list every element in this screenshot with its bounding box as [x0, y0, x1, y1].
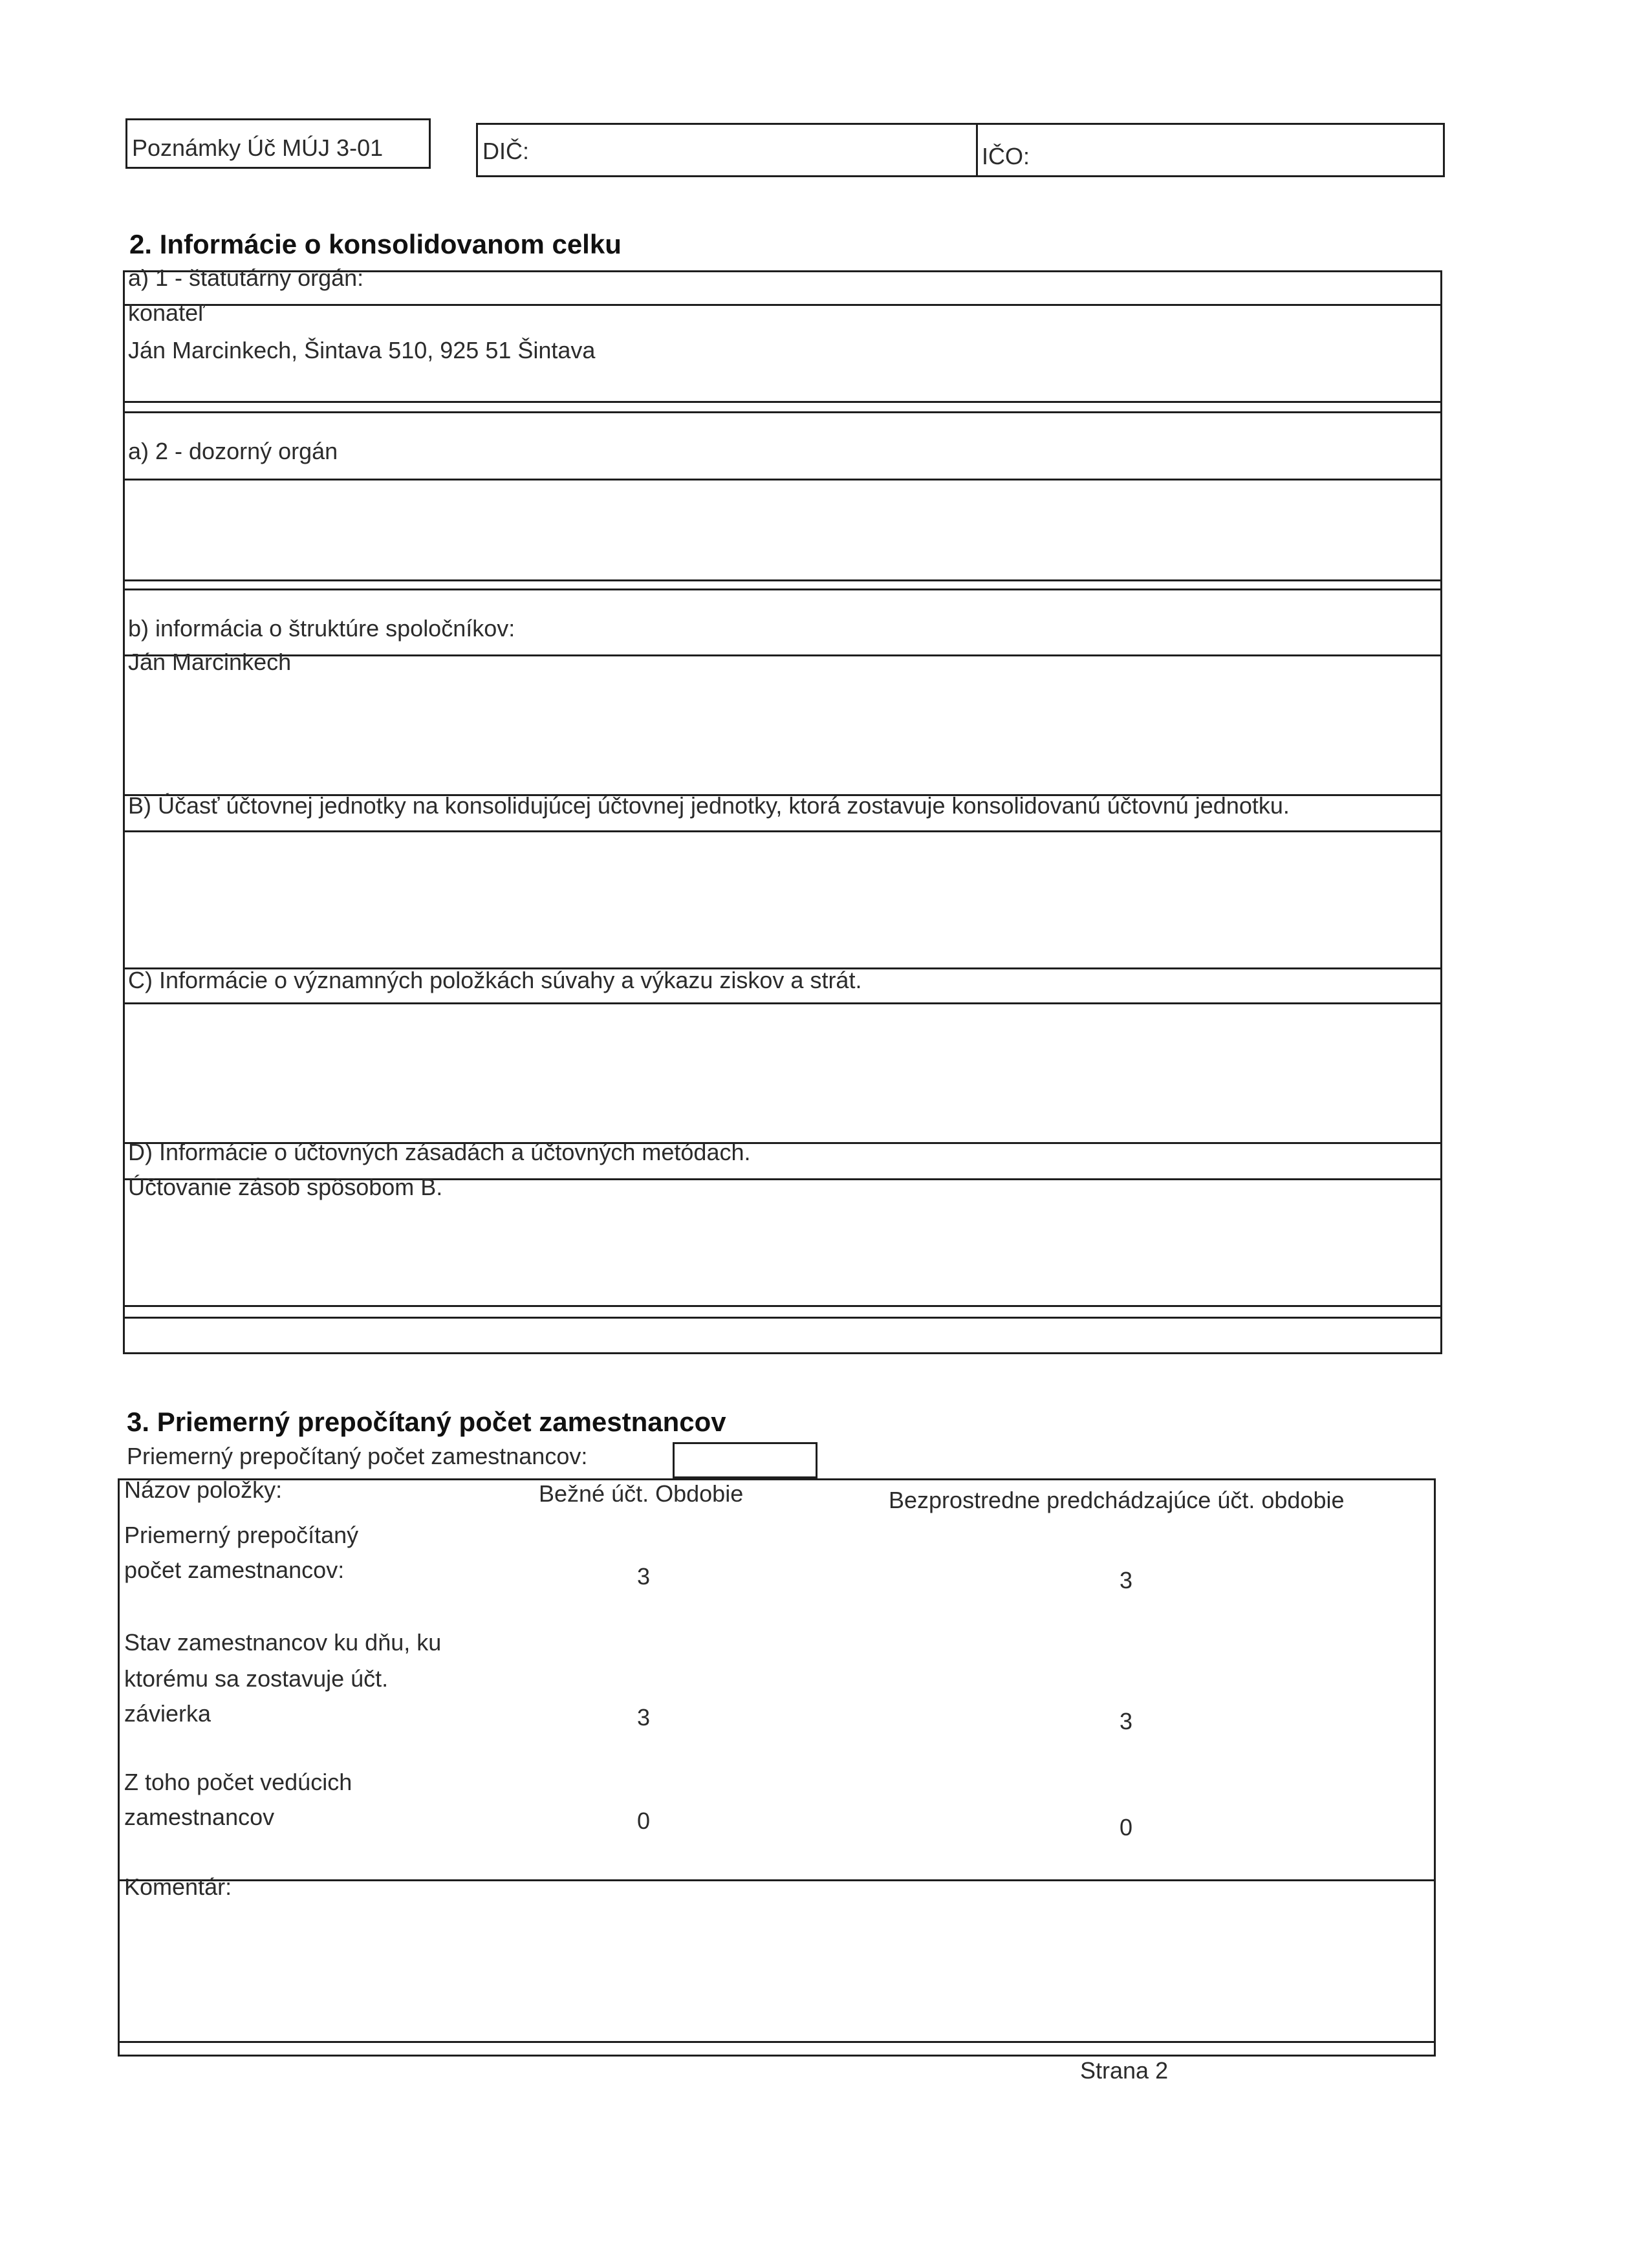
page-number: Strana 2 — [1080, 2057, 1169, 2084]
a2-label: a) 2 - dozorný orgán — [128, 438, 338, 464]
divider — [123, 304, 1442, 306]
row-2-label-line2: ktorému sa zostavuje účt. — [124, 1665, 389, 1692]
row-1-label-line1: Priemerný prepočítaný — [124, 1522, 359, 1548]
b-value: Ján Marcinkech — [128, 649, 292, 675]
divider — [123, 654, 1442, 656]
divider — [123, 830, 1442, 832]
divider — [123, 589, 1442, 590]
section3-subtitle: Priemerný prepočítaný počet zamestnancov: — [127, 1443, 588, 1469]
col-current-header: Bežné účt. Obdobie — [539, 1480, 744, 1507]
D-label: D) Informácie o účtovných zásadách a účtovných metódach. — [128, 1139, 751, 1165]
divider — [123, 411, 1442, 413]
row-2-label-line1: Stav zamestnancov ku dňu, ku — [124, 1629, 442, 1656]
b-label: b) informácia o štruktúre spoločníkov: — [128, 615, 515, 642]
row-1-previous: 3 — [1120, 1567, 1133, 1593]
id-box — [476, 123, 1445, 177]
form-code: Poznámky Úč MÚJ 3-01 — [132, 135, 384, 161]
divider — [123, 579, 1442, 581]
a1-line2: Ján Marcinkech, Šintava 510, 925 51 Šintava — [128, 337, 596, 363]
row-2-label-line3: závierka — [124, 1700, 211, 1727]
row-3-previous: 0 — [1120, 1814, 1133, 1841]
a1-label: a) 1 - štatutárny orgán: — [128, 265, 364, 291]
row-3-current: 0 — [637, 1808, 651, 1834]
row-1-current: 3 — [637, 1563, 651, 1590]
section3-title: 3. Priemerný prepočítaný počet zamestnancov — [127, 1407, 726, 1437]
id-box-divider — [976, 123, 978, 177]
employee-count-field — [673, 1442, 817, 1478]
row-3-label-line1: Z toho počet vedúcich — [124, 1769, 352, 1795]
B-label: B) Účasť účtovnej jednotky na konsolidujúcej účtovnej jednotky, ktorá zostavuje konsolidovanú účtovnú jednotku. — [128, 792, 1290, 819]
ico-label: IČO: — [982, 143, 1030, 169]
dic-label: DIČ: — [482, 138, 529, 164]
D-value: Účtovanie zásob spôsobom B. — [128, 1174, 443, 1200]
divider — [118, 1879, 1436, 1881]
row-1-label-line2: počet zamestnancov: — [124, 1557, 345, 1583]
a1-line1: konateľ — [128, 299, 205, 326]
divider — [123, 1305, 1442, 1307]
row-2-previous: 3 — [1120, 1708, 1133, 1734]
divider — [123, 1002, 1442, 1004]
C-label: C) Informácie o významných položkách súvahy a výkazu ziskov a strát. — [128, 967, 862, 993]
row-3-label-line2: zamestnancov — [124, 1804, 275, 1830]
col-previous-header: Bezprostredne predchádzajúce účt. obdobie — [889, 1487, 1345, 1513]
divider — [123, 1317, 1442, 1319]
row-2-current: 3 — [637, 1704, 651, 1731]
divider — [118, 2041, 1436, 2043]
section2-title: 2. Informácie o konsolidovanom celku — [129, 229, 622, 259]
col-item-header: Názov položky: — [124, 1476, 283, 1503]
comment-label: Komentár: — [124, 1874, 232, 1900]
divider — [123, 401, 1442, 403]
divider — [123, 479, 1442, 481]
